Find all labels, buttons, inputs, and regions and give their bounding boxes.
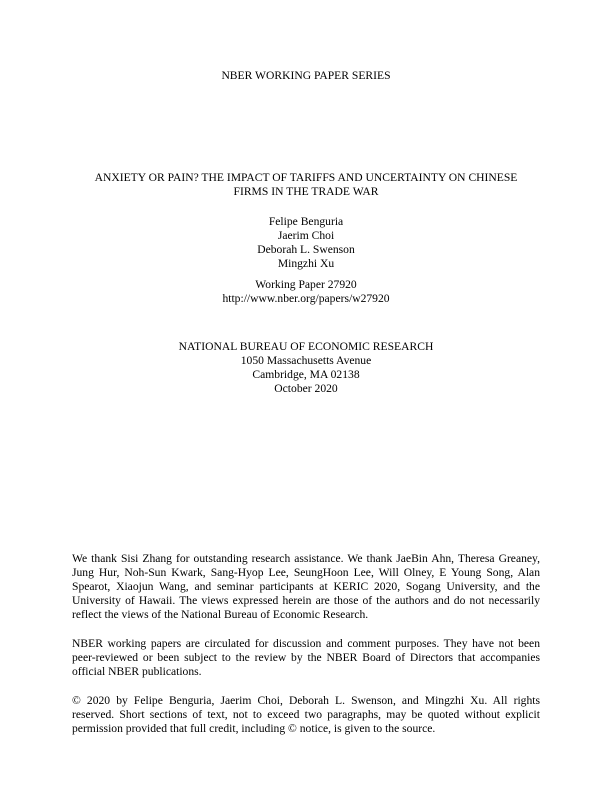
publication-date: October 2020 xyxy=(274,382,338,395)
author-name: Felipe Benguria xyxy=(268,215,344,228)
working-paper-number: Working Paper 27920 xyxy=(255,278,357,291)
organization-name: NATIONAL BUREAU OF ECONOMIC RESEARCH xyxy=(178,340,434,353)
author-name: Jaerim Choi xyxy=(277,229,335,242)
working-paper-url[interactable]: http://www.nber.org/papers/w27920 xyxy=(222,292,390,305)
acknowledgments-paragraph: We thank Sisi Zhang for outstanding research assistance. We thank JaeBin Ahn, Theresa Greaney, Jung Hur, Noh-Sun Kwark, Sang-Hyop Lee, SeungHoon Lee, Will Olney, E Young Song, Alan Spearot, Xiaojun Wang, and seminar participants at KERIC 2020, Sogang University, and the University of Hawaii. The views expressed herein are those of the authors and do not necessarily reflect the views of the National Bureau of Economic Research. xyxy=(72,552,540,621)
copyright-paragraph: © 2020 by Felipe Benguria, Jaerim Choi, Deborah L. Swenson, and Mingzhi Xu. All rights reserved. Short sections of text, not to exceed two paragraphs, may be quoted without explicit permission provided that full credit, including © notice, is given to the source. xyxy=(72,694,540,735)
series-header: NBER WORKING PAPER SERIES xyxy=(221,69,391,82)
paper-title xyxy=(0,171,612,199)
author-name: Deborah L. Swenson xyxy=(257,243,355,256)
working-paper-info xyxy=(0,278,612,306)
author-list xyxy=(0,215,612,271)
disclaimer-paragraph: NBER working papers are circulated for discussion and comment purposes. They have not been peer-reviewed or been subject to the review by the NBER Board of Directors that accompanies official NBER publications. xyxy=(72,637,540,678)
paper-title-line-2: FIRMS IN THE TRADE WAR xyxy=(233,185,379,198)
organization-block xyxy=(0,340,612,396)
organization-city: Cambridge, MA 02138 xyxy=(252,368,360,381)
organization-street: 1050 Massachusetts Avenue xyxy=(240,354,372,367)
author-name: Mingzhi Xu xyxy=(277,257,335,270)
paper-title-line-1: ANXIETY OR PAIN? THE IMPACT OF TARIFFS AND UNCERTAINTY ON CHINESE xyxy=(94,171,518,184)
